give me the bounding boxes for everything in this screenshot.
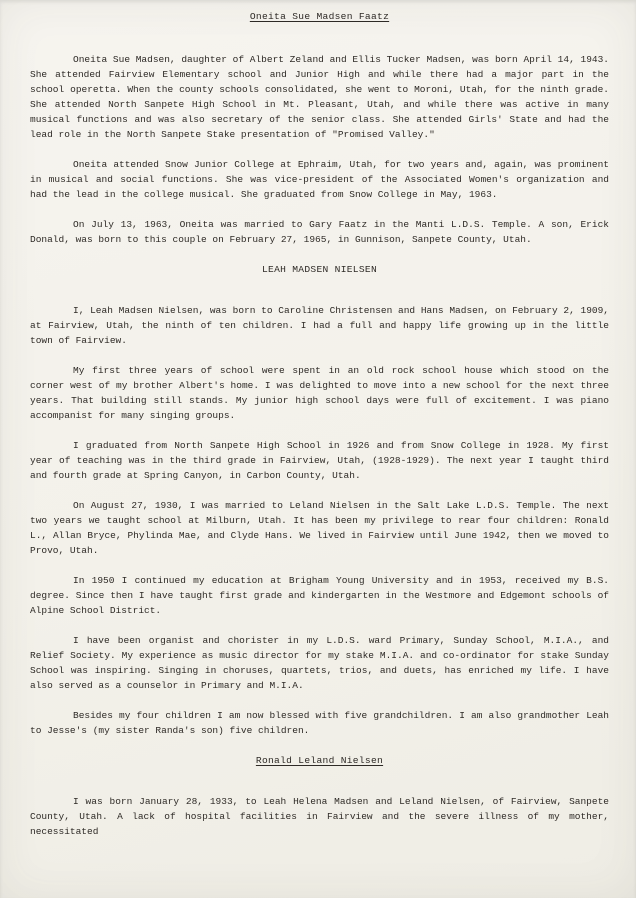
section-heading-ronald-leland-nielsen: Ronald Leland Nielsen [255,755,384,766]
paragraph-leah-4: On August 27, 1930, I was married to Leland Nielsen in the Salt Lake L.D.S. Temple. The next two years we taught school at Milburn, Utah. It has been my privilege to rear four children: Ronald L., Allan Bryce, Phylinda Mae, and Clyde Hans. We lived in Fairview until June 1942, then we moved to Provo, Utah. [30,500,609,556]
paragraph-oneita-3: On July 13, 1963, Oneita was married to Gary Faatz in the Manti L.D.S. Temple. A son, Erick Donald, was born to this couple on February 27, 1965, in Gunnison, Sanpete County, Utah. [30,219,609,245]
paragraph-ronald-1: I was born January 28, 1933, to Leah Helena Madsen and Leland Nielsen, of Fairview, Sanpete County, Utah. A lack of hospital facilities in Fairview and the severe illness of my mother, necessitated [30,796,609,837]
paragraph-leah-1: I, Leah Madsen Nielsen, was born to Caroline Christensen and Hans Madsen, on February 2, 1909, at Fairview, Utah, the ninth of ten children. I had a full and happy life growing up in the little town of Fairview. [30,305,609,346]
section-heading-leah-madsen-nielsen: LEAH MADSEN NIELSEN [261,264,378,275]
paragraph-oneita-2: Oneita attended Snow Junior College at Ephraim, Utah, for two years and, again, was prominent in musical and social functions. She was vice-president of the Associated Women's organization and had the lead in the college musical. She graduated from Snow College in May, 1963. [30,159,609,200]
section-heading-oneita-sue-madsen-faatz: Oneita Sue Madsen Faatz [249,11,390,22]
paragraph-leah-5: In 1950 I continued my education at Brigham Young University and in 1953, received my B.S. degree. Since then I have taught first grade and kindergarten in the Westmore and Edgemont schools of Alpine School District. [30,575,609,616]
paragraph-leah-3: I graduated from North Sanpete High School in 1926 and from Snow College in 1928. My first year of teaching was in the third grade in Fairview, Utah, (1928-1929). The next year I taught third and fourth grade at Spring Canyon, in Carbon County, Utah. [30,440,609,481]
paragraph-oneita-1: Oneita Sue Madsen, daughter of Albert Zeland and Ellis Tucker Madsen, was born April 14, 1943. She attended Fairview Elementary school and Junior High and while there had a major part in the school operetta. When the county schools consolidated, she went to Moroni, Utah, for the ninth grade. She attended North Sanpete High School in Mt. Pleasant, Utah, and while there was active in many musical functions and was also secretary of the senior class. She attended Girls' State and had the lead role in the North Sanpete Stake presentation of "Promised Valley." [30,54,609,140]
paragraph-leah-6: I have been organist and chorister in my L.D.S. ward Primary, Sunday School, M.I.A., and Relief Society. My experience as music director for my stake M.I.A. and co-ordinator for stake Sunday School was inspiring. Singing in choruses, quartets, trios, and duets, has enriched my life. I have also served as a counselor in Primary and M.I.A. [30,635,609,691]
paragraph-leah-7: Besides my four children I am now blessed with five grandchildren. I am also grandmother Leah to Jesse's (my sister Randa's son) five children. [30,710,609,736]
paragraph-leah-2: My first three years of school were spent in an old rock school house which stood on the corner west of my brother Albert's home. I was delighted to move into a new school for the next three years. That building still stands. My junior high school days were full of excitement. I was piano accompanist for many singing groups. [30,365,609,421]
